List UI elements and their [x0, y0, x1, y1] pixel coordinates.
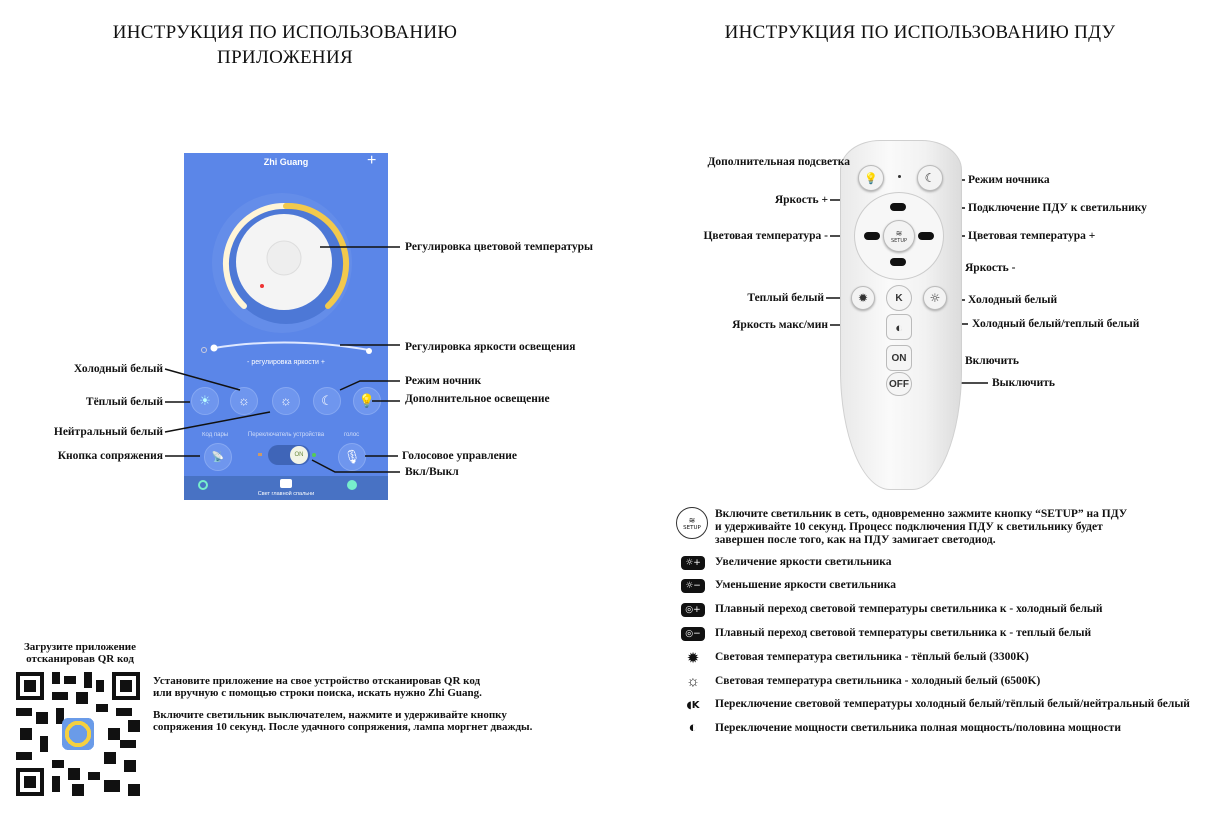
callout-warm: Тёплый белый — [85, 396, 163, 408]
instruction-line: или вручную с помощью строки поиска, искать нужно Zhi Guang. — [153, 687, 482, 699]
half-power-icon: ◐ — [688, 719, 698, 736]
legend-item: Световая температура светильника - тёплый белый (3300K) — [715, 651, 1029, 663]
callout-ct-plus: Цветовая температура + — [968, 230, 1096, 242]
on-remote-button[interactable] — [886, 345, 912, 371]
legend-item: Световая температура светильника - холодный белый (6500K) — [715, 675, 1041, 687]
cold-sun-icon: ☼ — [686, 673, 700, 690]
callout-brightness: Регулировка яркости освещения — [405, 341, 576, 353]
legend-line: Включите светильник в сеть, одновременно зажмите кнопку “SETUP” на ПДУ — [715, 508, 1128, 520]
k-label: K — [895, 292, 903, 304]
instructions — [153, 675, 532, 733]
extra-light-button[interactable]: 💡 — [353, 387, 381, 415]
callout-pair: Кнопка сопряжения — [57, 450, 163, 462]
callout-voice: Голосовое управление — [402, 450, 518, 462]
callout-warm-white: Теплый белый — [747, 292, 824, 304]
legend-item: Переключение мощности светильника полная мощность/половина мощности — [715, 722, 1121, 734]
caption-line: Загрузите приложение — [23, 641, 137, 653]
instruction-line: Установите приложение на свое устройство отсканировав QR код — [153, 675, 481, 687]
callout-cold-warm: Холодный белый/теплый белый — [972, 318, 1140, 330]
night-remote-button[interactable]: ☾ — [917, 165, 943, 191]
caption-line: отсканировав QR код — [26, 653, 134, 665]
pair-label: Код пары — [202, 432, 229, 438]
legend-item: Плавный переход световой температуры светильника к - холодный белый — [715, 603, 1103, 615]
callout-extra: Дополнительное освещение — [405, 393, 550, 405]
legend-item: Уменьшение яркости светильника — [715, 579, 896, 591]
ct-plus-icon: ◎+ — [681, 603, 705, 617]
instruction-line: Включите светильник выключателем, нажмите и удерживайте кнопку — [153, 709, 507, 721]
callout-on: Включить — [965, 355, 1019, 367]
wifi-icon: ≋ — [895, 228, 903, 238]
warm-white-button[interactable]: ☀ — [191, 387, 219, 415]
k-switch-remote-button[interactable] — [886, 285, 912, 311]
cold-white-remote-button[interactable]: ☼ — [923, 286, 947, 310]
voice-button[interactable]: 🎙 — [338, 443, 366, 471]
callout-maxmin: Яркость макс/мин — [732, 319, 828, 331]
instruction-line: сопряжения 10 секунд. После удачного сопряжения, лампа моргнет дважды. — [153, 721, 533, 733]
callout-color-temp: Регулировка цветовой температуры — [405, 241, 593, 253]
off-remote-button[interactable] — [886, 372, 912, 396]
callout-cold-white: Холодный белый — [968, 294, 1058, 306]
tab-center-label[interactable]: Свет главной спальни — [257, 491, 315, 497]
maxmin-remote-button[interactable]: ◐ — [886, 314, 912, 340]
legend-item: Увеличение яркости светильника — [715, 556, 892, 568]
ct-minus-button[interactable] — [864, 232, 880, 240]
brightness-minus-icon: ☼− — [681, 579, 705, 593]
legend-item: Плавный переход световой температуры светильника к - теплый белый — [715, 627, 1092, 639]
brightness-plus-icon: ☼+ — [681, 556, 705, 570]
setup-icon: ≋ SETUP — [676, 507, 708, 539]
brightness-label: - регулировка яркости + — [247, 359, 325, 366]
neutral-white-button[interactable]: ☼ — [272, 387, 300, 415]
warm-sun-icon: ✹ — [686, 650, 700, 667]
off-label: OFF — [889, 378, 909, 390]
qr-code[interactable] — [16, 672, 140, 796]
setup-button[interactable] — [883, 220, 915, 252]
callout-ct-minus: Цветовая температура - — [703, 230, 828, 242]
warm-white-remote-button[interactable]: ✹ — [851, 286, 875, 310]
setup-label: SETUP — [683, 524, 701, 531]
callout-brightness-minus: Яркость - — [965, 262, 1016, 274]
callout-off: Выключить — [992, 377, 1055, 389]
pair-button[interactable]: 📡 — [204, 443, 232, 471]
extra-light-remote-button[interactable]: 💡 — [858, 165, 884, 191]
toggle-knob: ON — [290, 446, 308, 464]
right-page-title: ИНСТРУКЦИЯ ПО ИСПОЛЬЗОВАНИЮ ПДУ — [724, 22, 1116, 43]
callout-neutral: Нейтральный белый — [53, 426, 163, 438]
legend-item-setup — [715, 508, 1127, 547]
legend-line: и удерживайте 10 секунд. Процесс подключения ПДУ к светильнику будет — [715, 521, 1103, 533]
switch-label: Переключатель устройства — [247, 432, 325, 438]
qr-caption — [10, 641, 150, 665]
title-line: ПРИЛОЖЕНИЯ — [217, 47, 353, 68]
legend-item: Переключение световой температуры холодный белый/тёплый белый/нейтральный белый — [715, 698, 1190, 710]
k-switch-icon: ◖K — [686, 699, 700, 711]
brightness-plus-button[interactable] — [890, 203, 906, 211]
legend-line: завершен после того, как на ПДУ замигает светодиод. — [715, 534, 996, 546]
night-mode-button[interactable]: ☾ — [313, 387, 341, 415]
add-icon[interactable]: + — [367, 153, 377, 169]
callout-brightness-plus: Яркость + — [774, 194, 828, 206]
callout-night: Режим ночник — [405, 375, 482, 387]
ct-plus-button[interactable] — [918, 232, 934, 240]
callout-extra-light: Дополнительная подсветка — [707, 156, 850, 168]
title-line: ИНСТРУКЦИЯ ПО ИСПОЛЬЗОВАНИЮ — [112, 22, 458, 43]
ct-minus-icon: ◎− — [681, 627, 705, 641]
cold-white-button[interactable]: ☼ — [230, 387, 258, 415]
callout-cold: Холодный белый — [73, 363, 163, 375]
brightness-minus-button[interactable] — [890, 258, 906, 266]
callout-connect: Подключение ПДУ к светильнику — [968, 202, 1147, 214]
setup-label: SETUP — [890, 237, 908, 244]
voice-label: голос — [344, 432, 360, 438]
app-title: Zhi Guang — [263, 157, 309, 167]
callout-onoff: Вкл/Выкл — [405, 466, 459, 478]
callout-night-mode: Режим ночника — [968, 174, 1050, 186]
on-label: ON — [891, 352, 907, 364]
led-indicator — [898, 175, 901, 178]
